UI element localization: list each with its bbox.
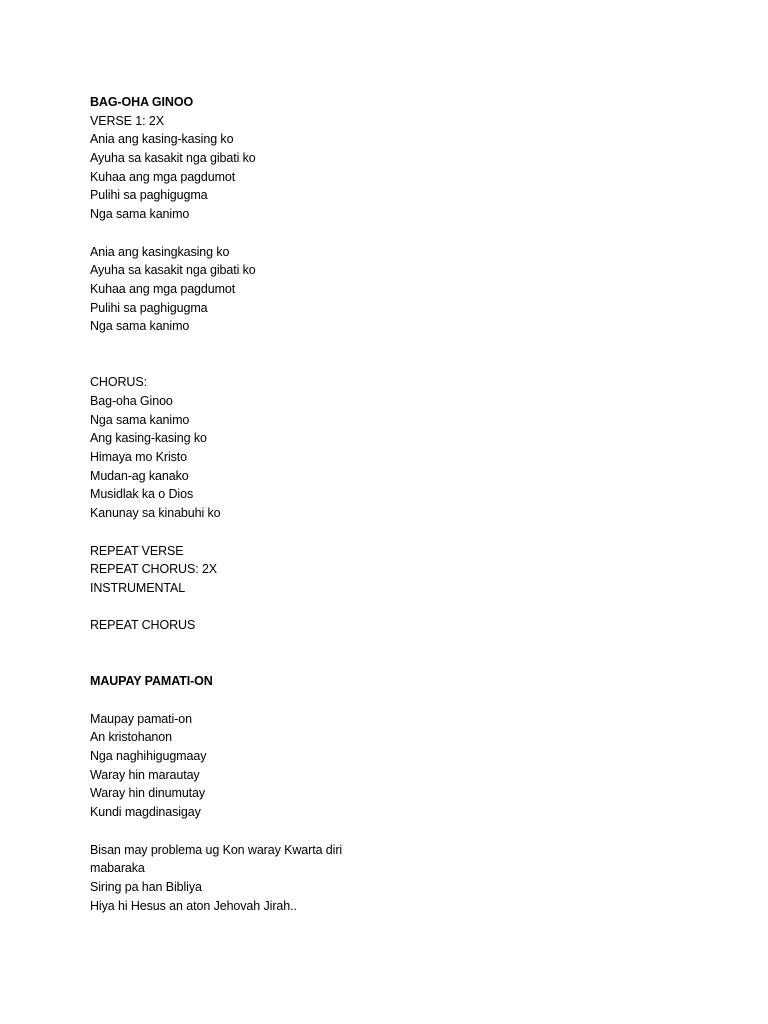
direction-line: INSTRUMENTAL (90, 580, 186, 595)
direction-line: REPEAT CHORUS: 2X (90, 562, 218, 577)
lyric-line: Waray hin dinumutay (90, 786, 206, 801)
lyric-line: Kanunay sa kinabuhi ko (90, 506, 221, 521)
blank-line (90, 598, 690, 617)
lyric-line: Hiya hi Hesus an aton Jehovah Jirah.. (90, 898, 297, 913)
blank-line (90, 691, 690, 710)
lyric-line: Himaya mo Kristo (90, 450, 188, 465)
lyric-line: Ania ang kasing-kasing ko (90, 132, 234, 147)
lyric-line: Bisan may problema ug Kon waray Kwarta diri (90, 842, 343, 857)
lyric-line: Waray hin marautay (90, 767, 200, 782)
lyric-line: Kuhaa ang mga pagdumot (90, 281, 236, 296)
lyric-line: Nga naghihigugmaay (90, 749, 207, 764)
direction-line: REPEAT VERSE (90, 543, 184, 558)
lyric-line: Pulihi sa paghigugma (90, 188, 208, 203)
lyric-line: Nga sama kanimo (90, 207, 190, 222)
lyric-line: Maupay pamati-on (90, 711, 192, 726)
lyric-line: Mudan-ag kanako (90, 468, 189, 483)
song-title: BAG-OHA GINOO (90, 95, 194, 109)
verse-label: VERSE 1: 2X (90, 113, 164, 128)
lyric-line: Pulihi sa paghigugma (90, 300, 208, 315)
lyric-line: Ang kasing-kasing ko (90, 431, 207, 446)
blank-line (90, 822, 690, 841)
blank-line (90, 654, 690, 673)
song-title: MAUPAY PAMATI-ON (90, 674, 213, 689)
lyric-line: Musidlak ka o Dios (90, 487, 194, 502)
direction-line: REPEAT CHORUS (90, 618, 196, 633)
lyric-line: Ania ang kasingkasing ko (90, 244, 230, 259)
blank-line (90, 336, 690, 355)
blank-line (90, 355, 690, 374)
blank-line (90, 224, 690, 243)
lyric-line: Kundi magdinasigay (90, 805, 201, 820)
lyric-line: Ayuha sa kasakit nga gibati ko (90, 263, 256, 278)
document-page (90, 93, 690, 915)
lyric-line: Kuhaa ang mga pagdumot (90, 169, 236, 184)
lyric-line: Siring pa han Bibliya (90, 879, 202, 894)
lyric-line: Nga sama kanimo (90, 412, 190, 427)
chorus-label: CHORUS: (90, 375, 147, 390)
lyric-line: Bag-oha Ginoo (90, 394, 173, 408)
lyric-line: Ayuha sa kasakit nga gibati ko (90, 151, 256, 166)
lyric-line: Nga sama kanimo (90, 319, 190, 334)
lyric-line: An kristohanon (90, 730, 172, 745)
blank-line (90, 523, 690, 542)
blank-line (90, 635, 690, 654)
lyric-line: mabaraka (90, 861, 145, 876)
